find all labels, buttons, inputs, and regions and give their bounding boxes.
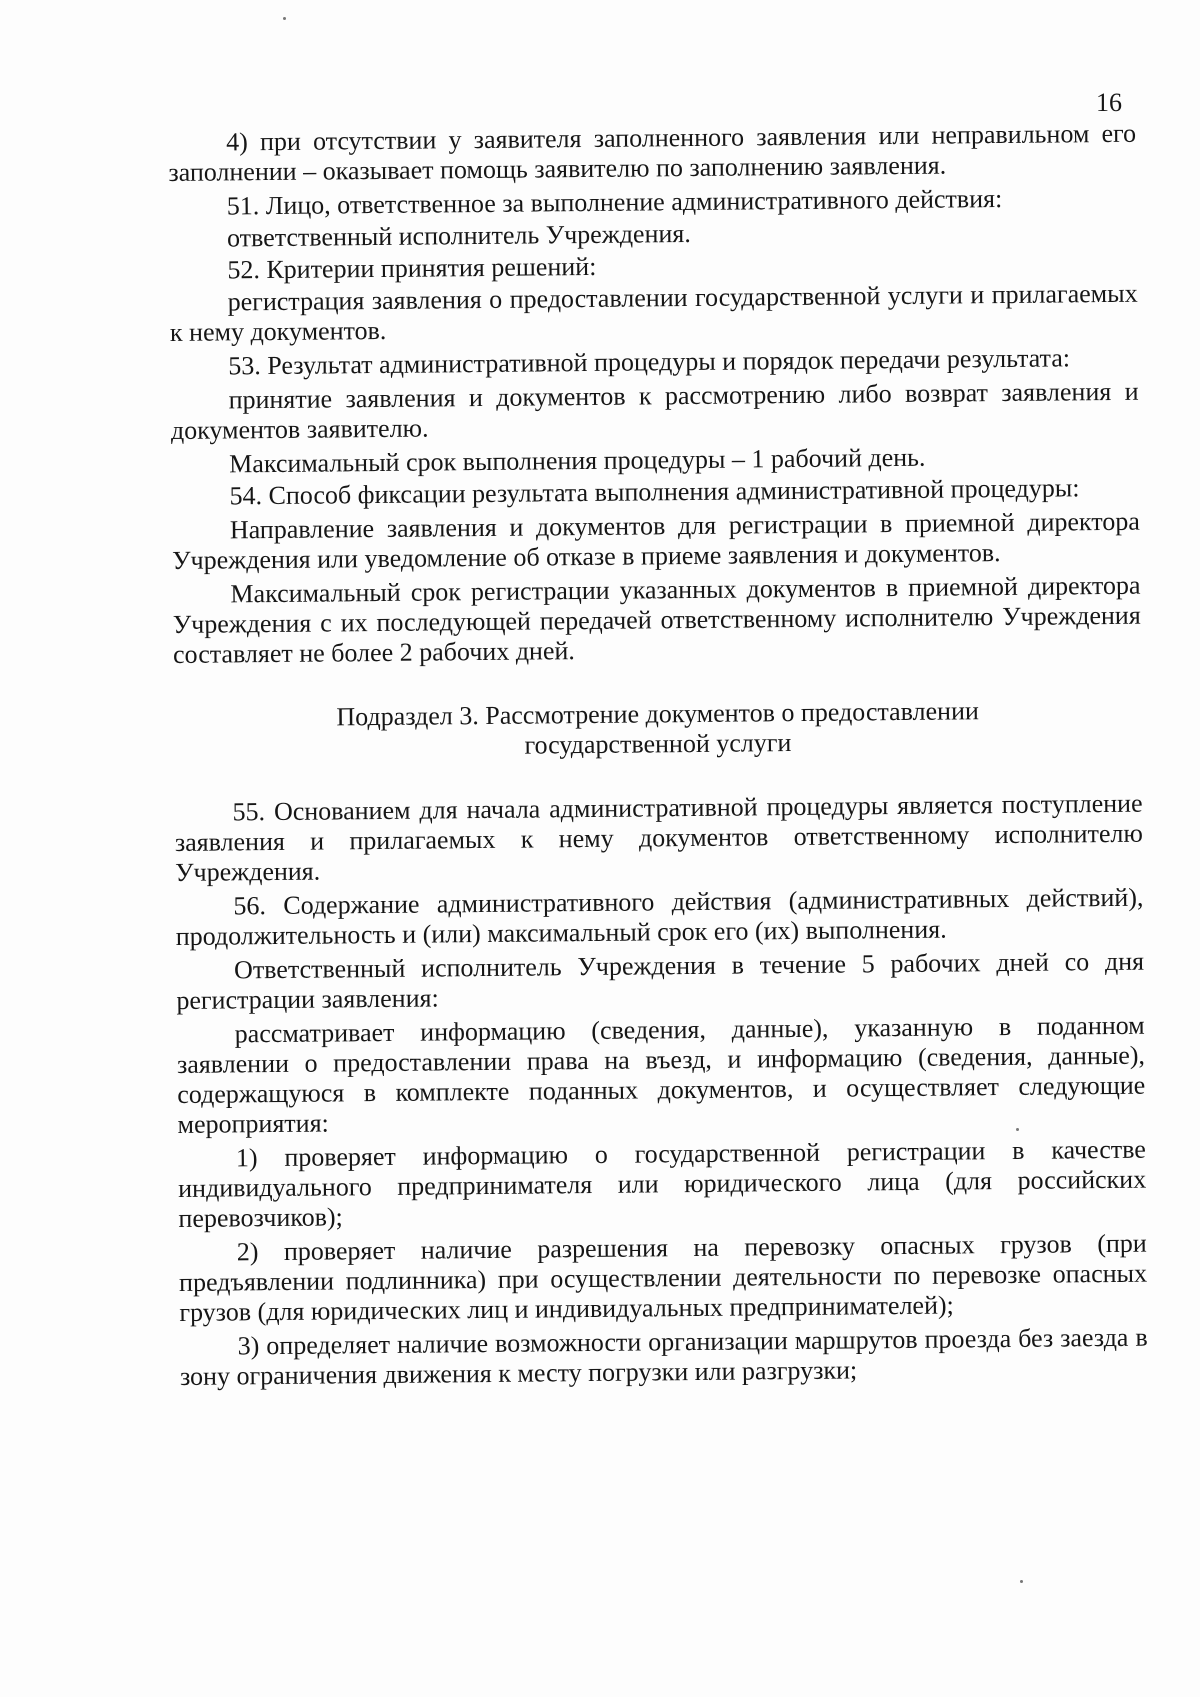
paragraph-max-term: Максимальный срок выполнения процедуры – 1 рабочий день. [229, 442, 926, 479]
paragraph-executor-term: Ответственный исполнитель Учреждения в течение 5 рабочих дней со дня регистрации заявления: [176, 946, 1145, 1015]
paragraph-51-responsible-person: 51. Лицо, ответственное за выполнение административного действия: [226, 183, 1003, 221]
paragraph-check-3: 3) определяет наличие возможности организации маршрутов проезда без заезда в зону ограничения движения к месту погрузки или разгрузки; [179, 1322, 1148, 1391]
paragraph-54-value: Направление заявления и документов для регистрации в приемной директора Учреждения или уведомление об отказе в приеме заявления и документов. [172, 506, 1140, 575]
scan-speck [1016, 1128, 1019, 1131]
paragraph-52-value: регистрация заявления о предоставлении государственной услуги и прилагаемых к нему документов. [169, 278, 1138, 347]
paragraph-54-fixation: 54. Способ фиксации результата выполнения административной процедуры: [229, 473, 1080, 511]
document-body [168, 119, 1148, 1396]
paragraph-55-basis: 55. Основанием для начала административной процедуры является поступление заявления и прилагаемых к нему документов ответственному исполнителю Учреждения. [174, 788, 1143, 887]
scan-speck [283, 17, 286, 20]
paragraph-56-content: 56. Содержание административного действия (административных действий), продолжительность и (или) максимальный срок его (их) выполнения. [175, 882, 1144, 951]
subsection-heading-line-1: Подраздел 3. Рассмотрение документов о предоставлении [336, 696, 979, 732]
paragraph-53-result: 53. Результат административной процедуры и порядок передачи результата: [228, 343, 1071, 381]
scan-speck [1020, 1580, 1023, 1583]
subsection-heading-line-2: государственной услуги [524, 728, 792, 760]
paragraph-52-criteria: 52. Критерии принятия решений: [227, 251, 597, 285]
paragraph-check-2: 2) проверяет наличие разрешения на перевозку опасных грузов (при предъявлении подлинника) при осуществлении деятельности по перевозке опасных грузов (для юридических лиц и индивидуальных предпринимателей); [178, 1228, 1148, 1327]
subsection-heading [174, 695, 1143, 764]
paragraph-51-value: ответственный исполнитель Учреждения. [226, 218, 691, 253]
page-number: 16 [1096, 88, 1122, 117]
paragraph-review-information: рассматривает информацию (сведения, данные), указанную в поданном заявлении о предоставлении права на въезд, и информацию (сведения, данные), содержащуюся в комплекте поданных документов, и осуществляет следующие мероприятия: [176, 1010, 1146, 1139]
paragraph-item-4: 4) при отсутствии у заявителя заполненного заявления или неправильном его заполнении – оказывает помощь заявителю по заполнению заявления. [168, 118, 1137, 187]
paragraph-53-value: принятие заявления и документов к рассмотрению либо возврат заявления и документов заявителю. [170, 376, 1139, 445]
paragraph-registration-term: Максимальный срок регистрации указанных документов в приемной директора Учреждения с их последующей передачей ответственному исполнителю Учреждения составляет не более 2 рабочих дней. [172, 570, 1141, 669]
paragraph-check-1: 1) проверяет информацию о государственной регистрации в качестве индивидуального предпринимателя или юридического лица (для российских перевозчиков); [178, 1134, 1147, 1233]
